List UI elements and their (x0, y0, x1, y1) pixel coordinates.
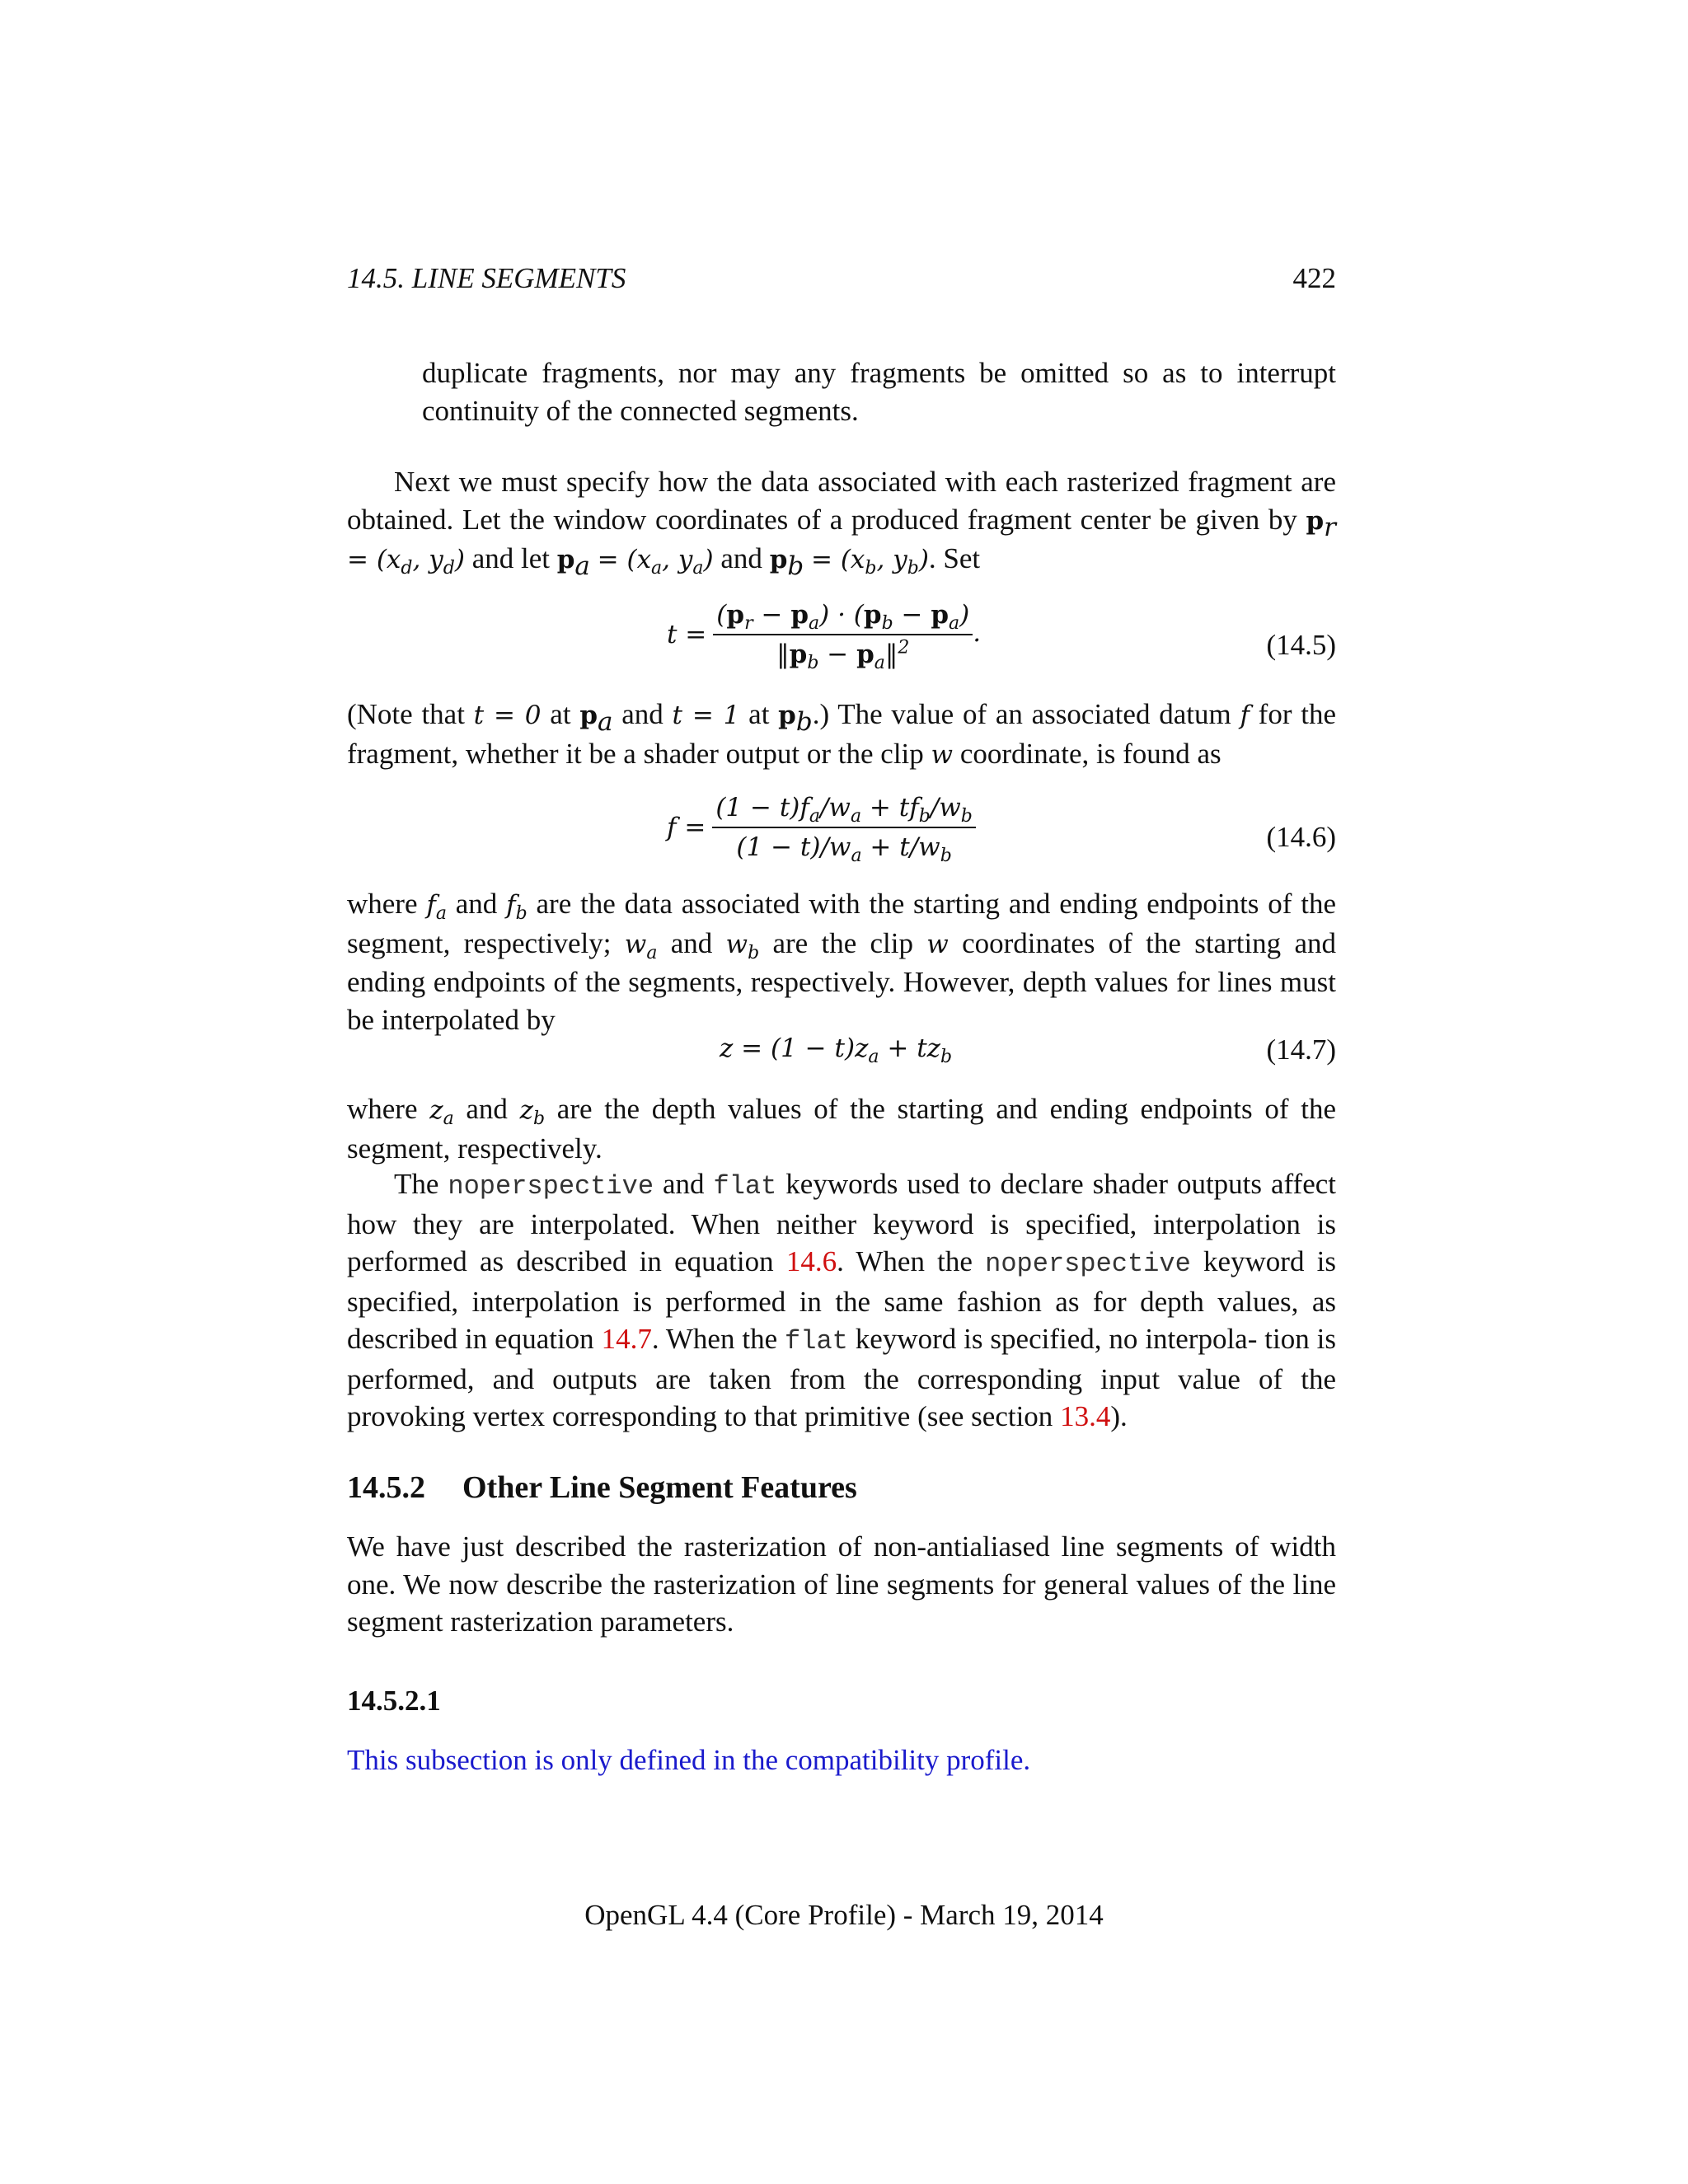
paragraph-depth: where $z_a$ and $z_b$ are the depth values of the starting and ending endpoints of the segment, respectively. (347, 1093, 1336, 1165)
section-title: Other Line Segment Features (462, 1470, 857, 1505)
section-number: 14.5.2 (347, 1470, 425, 1505)
equation-number: (14.5) (1266, 629, 1336, 661)
equation-number: (14.6) (1266, 821, 1336, 853)
equation-link-14-7[interactable]: 14.7 (601, 1323, 652, 1355)
paragraph-endpoints: where $f_a$ and $f_b$ are the data associated with the starting and ending endpoints of the segment, respectively; $w_a$ and $w_b$ are the clip w coordinates of the starting and ending endpoints of the segments, respectively. However, depth values for lines must be interpolated by (347, 888, 1336, 1036)
paragraph-datum: (Note that t = 0 at $p_a$ and t = 1 at $p_b$.) The value of an associated datum f for the fragment, whether it be a shader output or the clip w coordinate, is found as (347, 698, 1337, 770)
equation-14-7 (347, 1033, 1336, 1075)
equation-number: (14.7) (1266, 1033, 1336, 1066)
page-footer: OpenGL 4.4 (Core Profile) - March 19, 2014 (584, 1899, 1104, 1931)
equation-14-6-formula: f = $\frac{(1 - t)f_a/w_a + tf_b/w_b}{(1 - t)/w_a + t/w_b}$ (667, 793, 976, 862)
page-number: 422 (1292, 262, 1336, 294)
paragraph-continued: duplicate fragments, nor may any fragments be omitted so as to interrupt continuity of the connected segments. (422, 357, 1336, 427)
paragraph-general: We have just described the rasterization of non-antialiased line segments of width one. We now describe the rasterization of line segments for general values of the line segment rasterization parameters. (347, 1530, 1336, 1638)
section-heading (347, 1469, 857, 1506)
equation-14-6 (347, 793, 1336, 883)
equation-14-5 (347, 600, 1336, 691)
equation-14-5-formula: t = $\frac{(p_r - p_a) \cdot (p_b - p_a)}{‖p_b - p_a‖^2}$ . (667, 600, 982, 674)
equation-14-7-formula: $z = (1 - t)z_a + tz_b$ (720, 1033, 953, 1068)
compatibility-note: This subsection is only defined in the compatibility profile. (347, 1744, 1031, 1776)
header-section-title: 14.5. LINE SEGMENTS (347, 262, 626, 294)
equation-link-14-6[interactable]: 14.6 (785, 1245, 837, 1277)
subsection-heading: 14.5.2.1 (347, 1685, 441, 1717)
running-header (347, 262, 1336, 298)
paragraph-keywords: The noperspective and flat keywords used to declare shader outputs affect how they are interpolated. When neither keyword is specified, interpolation is performed as described in equation 14.6. When the noperspective keyword is specified, interpolation is performed in the same fashion as for depth values, as described in equation 14.7. When the flat keyword is specified, no interpola- tion is performed, and outputs are taken from the corresponding input value of the provoking vertex corresponding to that primitive (see section 13.4). (347, 1168, 1337, 1432)
section-link-13-4[interactable]: 13.4 (1060, 1400, 1111, 1432)
paragraph-fragment-data: Next we must specify how the data associated with each rasterized fragment are obtained. Let the window coordinates of a produced fragment center be given by $p_r = (x_d$, $y_d$) and let $p_a = (x_a$, $y_a$) and $p_b = (x_b$, $y_b$). Set (347, 466, 1336, 581)
